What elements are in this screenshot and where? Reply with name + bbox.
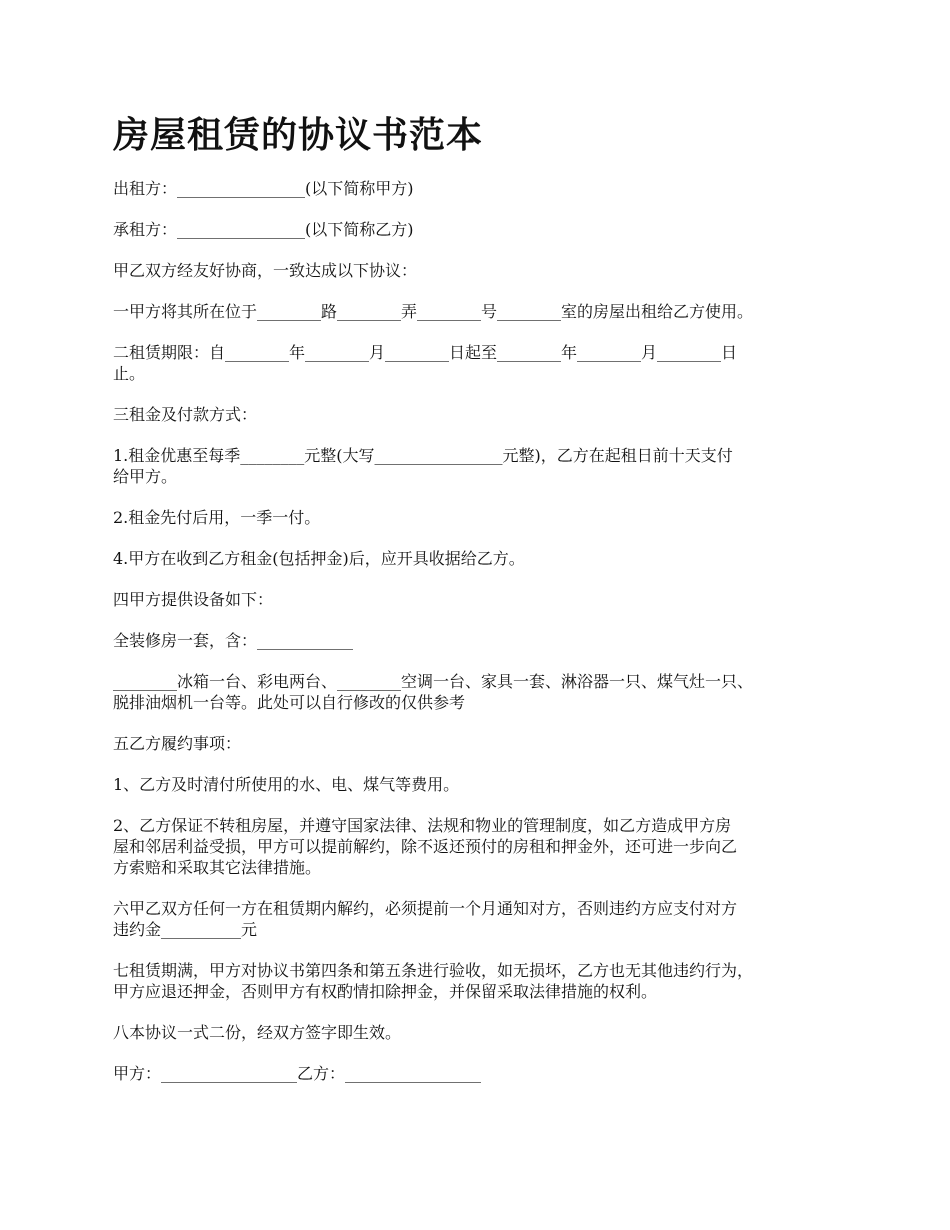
paragraph-agreement-intro: 甲乙双方经友好协商，一致达成以下协议： (113, 261, 418, 280)
paragraph-clause-4-heading: 四甲方提供设备如下： (113, 590, 274, 609)
paragraph-clause-5-heading: 五乙方履约事项： (113, 734, 242, 753)
paragraph-signatures: 甲方：_________________乙方：_________________ (113, 1064, 482, 1083)
paragraph-clause-3-item-4: 4.甲方在收到乙方租金(包括押金)后，应开具收据给乙方。 (113, 549, 525, 568)
paragraph-lessee: 承租方：________________(以下简称乙方) (113, 220, 414, 239)
paragraph-clause-3-heading: 三租金及付款方式： (113, 405, 258, 424)
paragraph-clause-3-item-1: 1.租金优惠至每季________元整(大写________________元整)，乙方在起租日前十天支付 给甲方。 (113, 446, 733, 486)
paragraph-clause-5-item-1: 1、乙方及时清付所使用的水、电、煤气等费用。 (113, 775, 460, 794)
document-page (113, 112, 853, 1104)
paragraph-lessor: 出租方：________________(以下简称甲方) (113, 179, 414, 198)
paragraph-clause-8-effect: 八本协议一式二份，经双方签字即生效。 (113, 1023, 402, 1042)
paragraph-clause-6-termination: 六甲乙双方任何一方在租赁期内解约，必须提前一个月通知对方，否则违约方应支付对方 违约金__________元 (113, 899, 738, 939)
paragraph-clause-3-item-2: 2.租金先付后用，一季一付。 (113, 508, 321, 527)
paragraph-clause-2-term: 二租赁期限：自________年________月________日起至________年________月________日 止。 (113, 343, 738, 383)
document-title: 房屋租赁的协议书范本 (113, 115, 484, 156)
paragraph-clause-7-expiry: 七租赁期满，甲方对协议书第四条和第五条进行验收，如无损坏，乙方也无其他违约行为， 甲方应退还押金，否则甲方有权酌情扣除押金，并保留采取法律措施的权利。 (113, 961, 754, 1001)
paragraph-clause-4-item-a: 全装修房一套，含：____________ (113, 631, 354, 650)
paragraph-clause-5-item-2: 2、乙方保证不转租房屋，并遵守国家法律、法规和物业的管理制度，如乙方造成甲方房 屋和邻居利益受损，甲方可以提前解约，除不返还预付的房租和押金外，还可进一步向乙 方索赔和采取其它法律措施。 (113, 816, 738, 877)
paragraph-clause-1-premises: 一甲方将其所在位于________路________弄________号________室的房屋出租给乙方使用。 (113, 302, 754, 321)
paragraph-clause-4-item-b: ________冰箱一台、彩电两台、________空调一台、家具一套、淋浴器一只、煤气灶一只、 脱排油烟机一台等。此处可以自行修改的仅供参考 (113, 672, 754, 712)
